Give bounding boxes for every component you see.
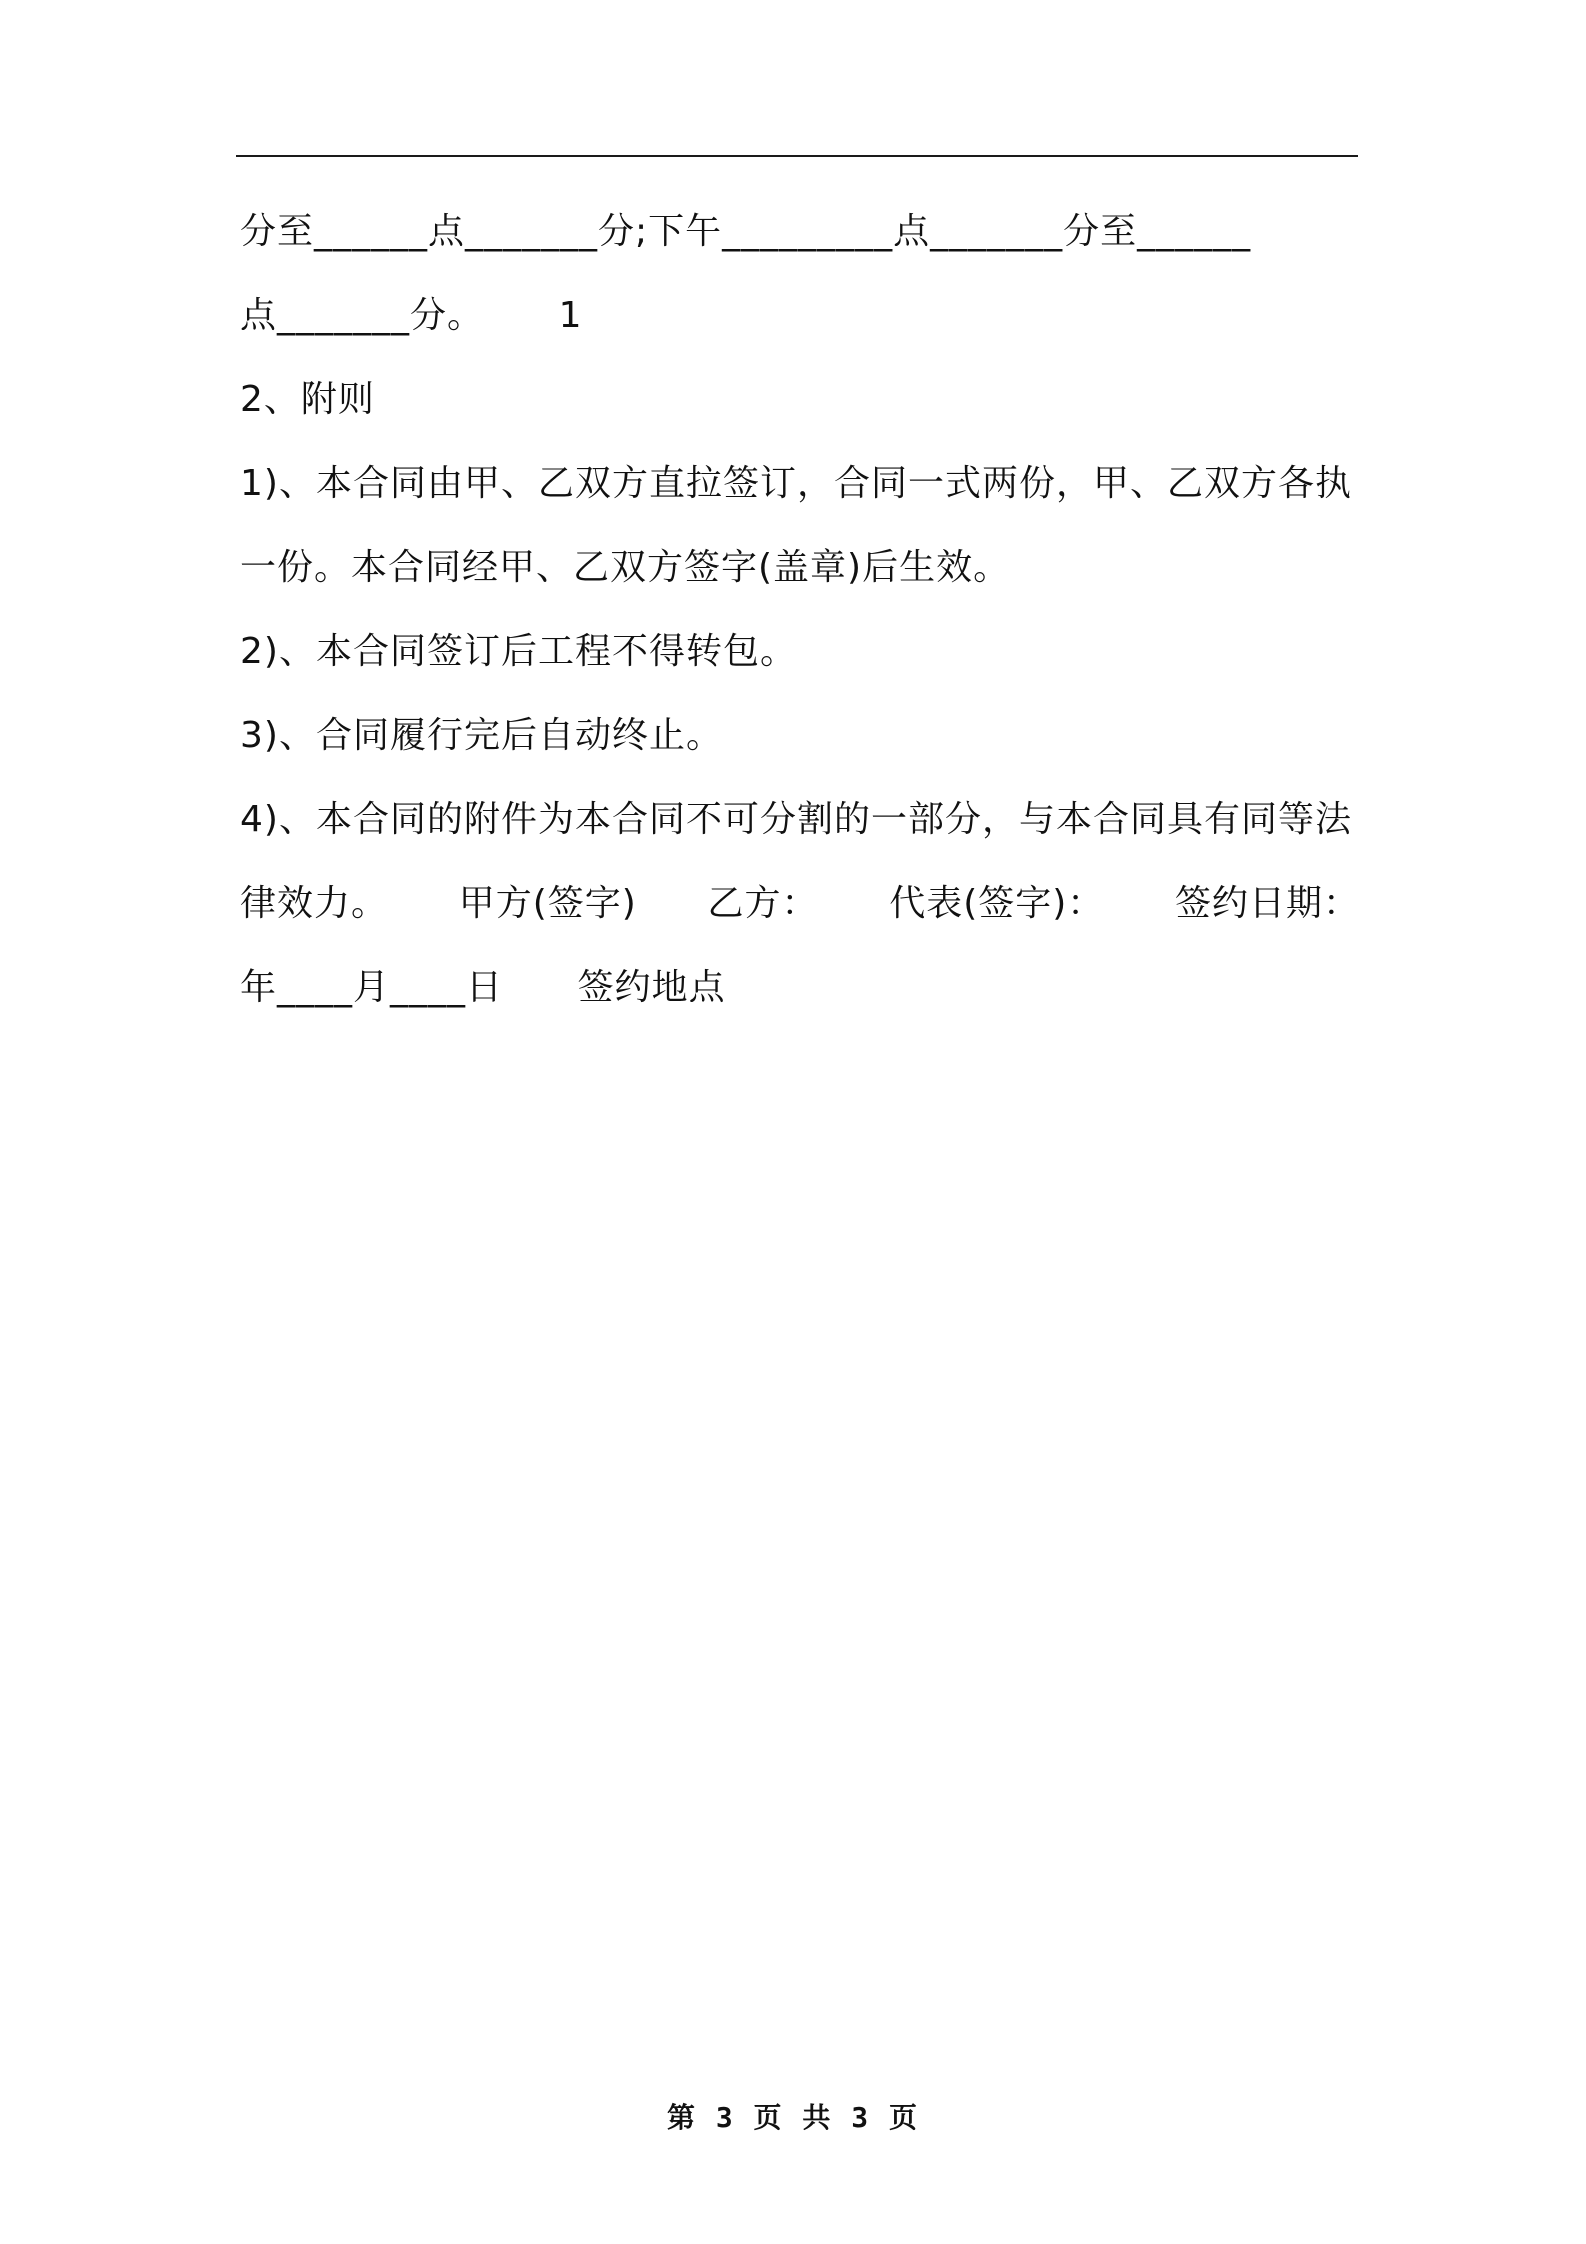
- clause-1-line-1: 1)、本合同由甲、乙双方直拉签订，合同一式两份，甲、乙双方各执: [240, 463, 1352, 504]
- contract-body: [240, 190, 1360, 1030]
- party-b-label: 乙方：: [707, 883, 819, 924]
- header-divider: [236, 155, 1358, 157]
- representative-signature-label: 代表(签字)：: [889, 883, 1105, 924]
- date-and-location-line: 年____月____日 签约地点: [240, 967, 726, 1008]
- clause-3: 3)、合同履行完后自动终止。: [240, 715, 723, 756]
- clause-4-line-1: 4)、本合同的附件为本合同不可分割的一部分，与本合同具有同等法: [240, 799, 1352, 840]
- clause-4-line-2: 律效力。: [240, 883, 389, 924]
- text-line-work-hours: 分至______点_______分;下午_________点_______分至______: [240, 211, 1252, 252]
- clause-2: 2)、本合同签订后工程不得转包。: [240, 631, 797, 672]
- signature-row: [240, 862, 1360, 946]
- page-footer: 第 3 页 共 3 页: [666, 2101, 919, 2134]
- party-a-signature-label: 甲方(签字): [458, 883, 637, 924]
- clause-1-line-2: 一份。本合同经甲、乙双方签字(盖章)后生效。: [240, 547, 1011, 588]
- signing-date-label: 签约日期：: [1174, 883, 1360, 924]
- section-heading-appendix: 2、附则: [240, 379, 375, 420]
- text-line-work-hours-end: 点_______分。 1: [240, 295, 583, 336]
